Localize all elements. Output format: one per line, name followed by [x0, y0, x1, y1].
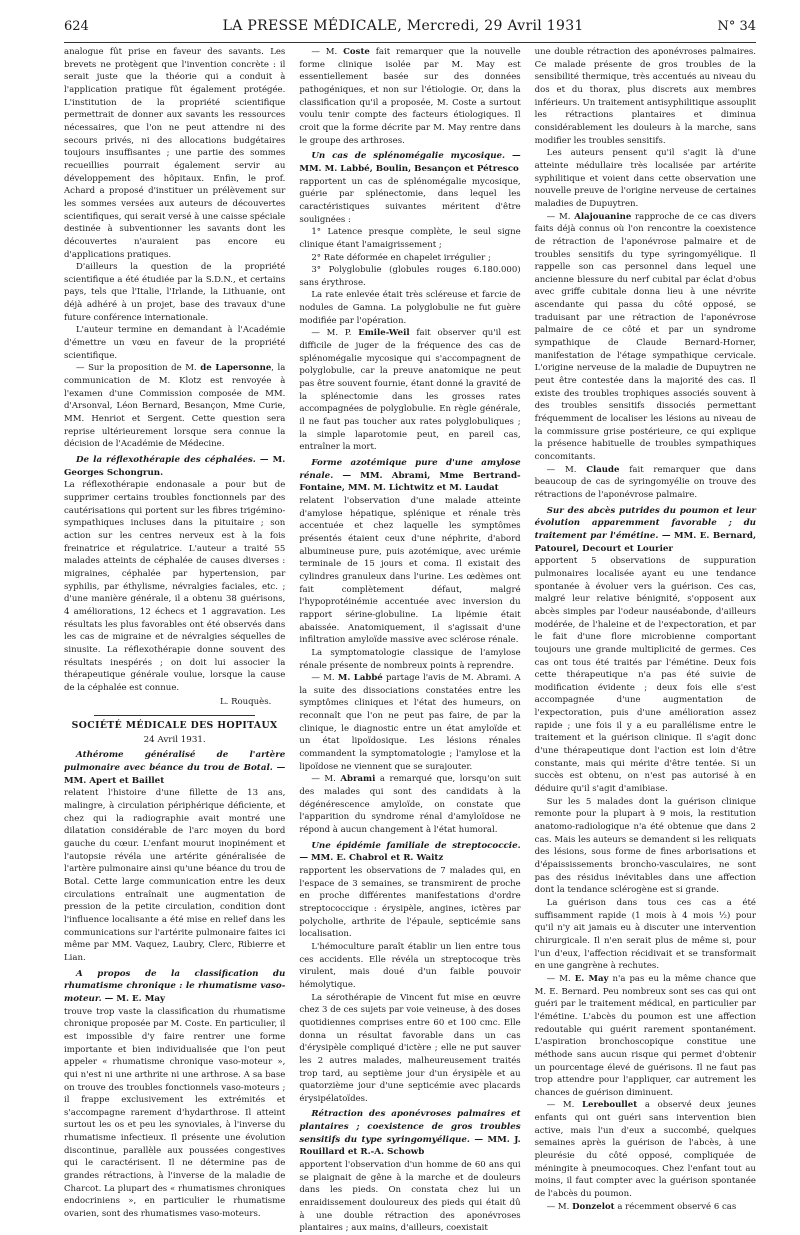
heading-title: Forme azotémique pure d'une amylose rénale. [299, 458, 521, 481]
divider [94, 715, 255, 716]
paragraph: La sérothérapie de Vincent fut mise en œuvre chez 3 de ces sujets par voie veineuse, à des doses quotidiennes comprises entre 60 et 100 cmc. Elle donna un résultat favorable dans un cas d'érysipèle compliqué d'ictère ; elle ne put sauver les 2 autres malades, malheureusement traités trop tard, au septième jour d'un érysipèle et au quatorzième jour d'une septicémie avec placards érysipélatoïdes. [299, 992, 521, 1104]
society-title: SOCIÉTÉ MÉDICALE DES HOPITAUX [71, 720, 278, 732]
section-heading [299, 840, 520, 865]
heading-title: Athérome généralisé de l'artère pulmonaire avec béance du trou de Botal. [64, 750, 286, 774]
paragraph: Sur les 5 malades dont la guérison clinique remonte pour la plupart à 9 mois, la restitution anatomo-radiologique n'a été obtenue que dans 2 cas. Mais les auteurs se demandent si les reliquats des lésions, sous forme de fines arborisations et d'épaississements broncho-vasculaires, ne sont pas des résidus inévitables dans une affection dont la tendance sclérogène est si grande. [534, 796, 756, 896]
section-heading [64, 749, 285, 787]
signature: L. Rouquès. [219, 697, 272, 708]
list-item: 2° Rate déformée en chapelet irrégulier ; [311, 252, 491, 263]
paragraph: La symptomatologie classique de l'amylose rénale présente de nombreux points à reprendre. [299, 647, 521, 671]
section-heading [299, 1108, 520, 1159]
section-heading [64, 968, 285, 1006]
article-columns [64, 46, 756, 1234]
paragraph: apportent l'observation d'un homme de 60 ans qui se plaignait de gêne à la marche et de douleurs dans les pieds. On constata chez lui un enraidissement douloureux des pieds qui était dû à une double rétraction des aponévroses plantaires ; aux mains, d'ailleurs, coexistait [299, 1160, 521, 1234]
paragraph: une double rétraction des aponévroses palmaires. Ce malade présente de gros troubles de la sensibilité thermique, très accentués au niveau du dos et du thorax, plus discrets aux membres inférieurs. Un traitement antisyphilitique assouplit les rétractions plantaires et diminua considérablement les douleurs à la marche, sans modifier les troubles sensitifs. [534, 47, 756, 146]
paragraph [535, 1099, 756, 1200]
heading-title: Rétraction des aponévroses palmaires et plantaires ; coexistence de gros troubles sensitifs du type syringomyélique. [299, 1109, 521, 1145]
text-run: partage l'avis de M. Abrami. A la suite des dissociations constatées entre les symptômes cliniques et l'état des humeurs, on reconnaît que l'on ne peut pas faire, de par la clinique, le diagnostic entre un état amyloïde et un état lipoïdosique. Les lésions rénales commandent la symptomatologie ; l'amylose et la lipoïdose ne viennent que se surajouter. [299, 673, 521, 772]
speaker-name: E. May [574, 973, 609, 984]
speaker-name: Alajouanine [574, 211, 632, 222]
paragraph [535, 211, 756, 464]
paragraph: relatent l'observation d'une malade atteinte d'amylose hépatique, splénique et rénale très accentuée et chez laquelle les symptômes présentés étaient ceux d'une néphrite, d'abord albumineuse pure, puis azotémique, avec urémie terminale de 15 jours et coma. Il existait des cylindres granuleux dans l'urine. Les œdèmes ont fait complètement défaut, malgré l'hypoprotéinémie accentuée avec inversion du rapport sérine-globuline. La lipémie était abaissée. Anatomiquement, il s'agissait d'une infiltration amyloïde massive avec sclérose rénale. [299, 495, 521, 646]
text-run: n'a pas eu la même chance que M. E. Bernard. Peu nombreux sont ses cas qui ont guéri par le traitement médical, en particulier par l'émétine. L'abcès du poumon est une affection redoutable qui guérit rarement spontanément. L'aspiration bronchoscopique constitue une méthode sans aucun risque qui permet d'obtenir un pourcentage élevé de guérisons. Il ne faut pas trop attendre pour l'appliquer, car autrement les chances de guérison diminuent. [534, 973, 756, 1098]
heading-authors: — MM. E. Bernard, Patourel, Decourt et Lourier [534, 530, 756, 554]
text-run: — M. [546, 1201, 573, 1212]
speaker-name: Lereboullet [582, 1100, 638, 1111]
paragraph: rapportent un cas de splénomégalie mycosique, guérie par splénectomie, dans lequel les caractéristiques suivantes méritent d'être soulignées : [299, 176, 521, 225]
text-run: a remarqué que, lorsqu'on suit des malades qui sont des candidats à la dégénérescence amyloïde, on constate que l'apparition du syndrome rénal d'amyloïdose ne répond à aucun changement à l'état humoral. [299, 774, 521, 836]
text-run: — M. [546, 1100, 583, 1111]
paragraph [64, 362, 285, 451]
paragraph: L'hémoculture paraît établir un lien entre tous ces accidents. Elle révéla un streptocoque très virulent, mais doué d'un faible pouvoir hémolytique. [299, 941, 521, 990]
society-date: 24 Avril 1931. [143, 734, 206, 745]
column-3 [534, 46, 756, 1212]
heading-authors: — MM. E. Chabrol et R. Waitz [299, 853, 444, 864]
text-run: , la communication de M. Klotz est renvoyée à l'examen d'une Commission composée de MM. d'Arsonval, Léon Bernard, Besançon, Mme Curie, MM. Henriot et Sergent. Cette question sera reprise ultérieurement lorsque sera connue la décision de l'Académie de Médecine. [64, 363, 286, 450]
text-run: — M. [311, 774, 341, 785]
text-run: — M. P. [311, 328, 359, 339]
text-run: a récemment observé 6 cas [614, 1201, 737, 1212]
section-heading [64, 454, 285, 479]
heading-authors: — MM. Abrami, Mme Bertrand-Fontaine, MM. M. Lichtwitz et M. Laudat [299, 470, 521, 494]
text-run: fait remarquer que la nouvelle forme clinique isolée par M. May est essentiellement basée sur des données pathogéniques, et non sur l'étiologie. Or, dans la classification qu'il a proposée, M. Coste a surtout voulu tenir compte des facteurs étiologiques. Il croit que la forme décrite par M. May rentre dans le groupe des arthroses. [299, 47, 521, 146]
paragraph: rapportent les observations de 7 malades qui, en l'espace de 3 semaines, se transmirent de proche en proche différentes manifestations d'ordre streptococcique : érysipèle, angines, ictères par polycholie, arthrite de l'épaule, septicémie sans localisation. [299, 866, 521, 940]
text-run: — M. [546, 464, 587, 475]
paragraph [299, 46, 520, 147]
paragraph: relatent l'histoire d'une fillette de 13 ans, malingre, à circulation périphérique déficiente, et chez qui la radiographie avait montré une dilatation considérable de l'arc moyen du bord gauche du cœur. L'enfant mourut inopinément et l'autopsie révéla une artérite généralisée de l'artère pulmonaire ainsi qu'une béance du trou de Botal. Cette large communication entre les deux circulations entraînait une augmentation de pression de la petite circulation, condition dont l'influence localisante a été mise en relief dans les communications sur l'artérite pulmonaire faites ici même par MM. Vaquez, Laubry, Clerc, Ribierre et Lian. [64, 788, 286, 963]
paragraph: La réflexothérapie endonasale a pour but de supprimer certains troubles fonctionnels par des cautérisations qui portent sur les fibres trigémino-sympathiques incluses dans la pituitaire ; son action sur les centres nerveux est à la fois freinatrice et régulatrice. L'auteur a traité 55 malades atteints de céphalée de causes diverses : migraines, céphalée par hypertension, par syphilis, par éthylisme, névralgies faciales, etc. ; d'une manière générale, il a obtenu 38 guérisons, 4 améliorations, 12 échecs et 1 aggravation. Les résultats les plus favorables ont été observés dans les cas de migraine et de névralgies séquelles de sinusite. La réflexothérapie donne souvent des résultats inespérés ; on doit lui associer la thérapeutique générale voulue, lorsque la cause de la céphalée est connue. [64, 480, 286, 693]
text-run: fait observer qu'il est difficile de juger de la fréquence des cas de splénomégalie mycosique qui s'accompagnent de polyglobulie, car la preuve anatomique ne peut pas être souvent fournie, étant donné la gravité de la splénectomie dans les grosses rates accompagnées de polyglobulie. En règle générale, il ne faut pas toucher aux rates polyglobuliques ; la simple laparotomie peut, en pareil cas, entraîner la mort. [299, 328, 521, 453]
heading-title: Un cas de splénomégalie mycosique. [311, 151, 506, 162]
column-1 [64, 46, 286, 1220]
section-heading [299, 150, 520, 175]
heading-authors: — MM. J. Rouillard et R.-A. Schowb [299, 1134, 521, 1158]
section-heading [535, 505, 756, 556]
journal-title: LA PRESSE MÉDICALE, Mercredi, 29 Avril 1931 [222, 18, 584, 34]
heading-title: Une épidémie familiale de streptococcie. [311, 840, 521, 851]
paragraph [535, 973, 756, 1100]
text-run: a observé deux jeunes enfants qui ont guéri sans intervention bien active, mais l'un d'eux a succombé, quelques semaines après la guérison de l'abcès, à une pleurésie du côté opposé, compliquée de méningite à pneumocoques. Chez l'enfant tout au moins, il faut compter avec la guérison spontanée de l'abcès du poumon. [534, 1100, 756, 1200]
column-2 [299, 46, 521, 1234]
heading-title: Sur des abcès putrides du poumon et leur évolution apparemment favorable ; du traitement par l'émétine. [534, 505, 756, 541]
heading-authors: — MM. M. Labbé, Boulin, Besançon et Pétresco [299, 151, 521, 174]
paragraph: analogue fût prise en faveur des savants. Les brevets ne protègent que l'invention concrète : il serait juste que la théorie qui a conduit à l'application pratique fût également protégée. L'institution de la propriété scientifique permettrait de donner aux savants les ressources nécessaires, que l'on ne peut attendre ni des secours privés, ni des allocations budgétaires toujours insuffisantes ; une partie des sommes recueillies pourrait également servir au développement des hôpitaux. Enfin, le prof. Achard a proposé d'instituer un prélèvement sur les sommes versées aux auteurs de découvertes scientifiques, qui serait versé à une caisse spéciale destinée à subventionner les savants dont les découvertes n'auraient pas encore eu d'applications pratiques. [64, 47, 286, 260]
paragraph [299, 327, 520, 454]
speaker-name: Emile-Weil [358, 328, 410, 339]
text-run: rapproche de ce cas divers faits déjà connus où l'on rencontre la coexistence de rétraction de l'aponévrose palmaire et de troubles sensitifs du type syringomyélique. Il rappelle son cas personnel dans lequel une ancienne blessure du nerf cubital par éclat d'obus avec griffe cubitale donna lieu à une névrite ascendante qui passa du côté opposé, se traduisant par une rétraction de l'aponévrose palmaire de ce côté et par un syndrome sympathique de Claude Bernard-Horner, manifestation de l'étage sympathique cervicale. L'origine nerveuse de la maladie de Dupuytren ne peut être contestée dans la majorité des cas. Il existe des troubles trophiques associés souvent à des troubles sensitifs dissociés permettant fréquemment de localiser les lésions au niveau de la commissure grise postérieure, ce qui explique la présence habituelle de troubles sympathiques concomitants. [534, 211, 756, 462]
speaker-name: M. Labbé [337, 673, 383, 684]
paragraph [535, 1201, 756, 1214]
speaker-name: Donzelot [572, 1201, 615, 1212]
heading-authors: — MM. Apert et Baillet [64, 763, 286, 786]
heading-authors: — M. E. May [101, 993, 166, 1004]
heading-title: A propos de la classification du rhumatisme chronique : le rhumatisme vaso-moteur. [64, 968, 286, 1004]
paragraph: trouve trop vaste la classification du rhumatisme chronique proposée par M. Coste. En particulier, il est impossible d'y faire rentrer une forme importante et bien individualisée que l'on peut appeler « rhumatisme chronique vaso-moteur », qui n'est ni une arthrite ni une arthrose. A sa base on trouve des troubles fonctionnels vaso-moteurs ; il frappe exclusivement les extrémités et s'accompagne rarement d'hydarthrose. Il atteint surtout les os et peu les synoviales, à l'inverse du rhumatisme infectieux. Il présente une évolution discontinue, parallèle aux poussées congestives qui le caractérisent. Il ne détermine pas de grandes rétractions, à l'inverse de la maladie de Charcot. La plupart des « rhumatismes chroniques endocriniens », en particulier le rhumatisme ovarien, sont des rhumatismes vaso-moteurs. [64, 1006, 286, 1220]
paragraph: La rate enlevée était très scléreuse et farcie de nodules de Gamna. La polyglobulie ne fut guère modifiée par l'opération. [299, 290, 521, 326]
paragraph: La guérison dans tous ces cas a été suffisamment rapide (1 mois à 4 mois ½) pour qu'il n'y ait jamais eu à discuter une intervention chirurgicale. Il n'en serait plus de même si, pour l'un d'eux, l'affection récidivait et se transformait en une gangrène à rechutes. [534, 897, 756, 972]
speaker-name: Claude [586, 464, 620, 475]
speaker-name: Coste [343, 47, 370, 57]
speaker-name: Abrami [340, 774, 376, 785]
text-run: — M. [311, 47, 344, 57]
paragraph: apportent 5 observations de suppuration pulmonaires localisée ayant eu une tendance spontanée à évoluer vers la guérison. Ces cas, malgré leur relative bénignité, s'opposent aux abcès simples par l'odeur nauséabonde, d'ailleurs modérée, de l'haleine et de l'expectoration, et par le fait d'une flore microbienne comportant toujours une grande multiplicité de germes. Ces cas ont tous été traités par l'émétine. Deux fois cette thérapeutique n'a pas été suivie de modification évidente ; deux fois elle s'est accompagnée d'une augmentation de l'expectoration, puis d'une amélioration assez rapide ; une fois il y a eu parallélisme entre le traitement et la guérison clinique. Il s'agit donc d'une thérapeutique dont l'action est loin d'être constante, mais qui mérite d'être tentée. Si un succès est obtenu, on n'est pas autorisé à en déduire qu'il s'agit d'amibiase. [534, 556, 756, 795]
paragraph: Les auteurs pensent qu'il s'agit là d'une atteinte médullaire très localisée par artérite syphilitique et voient dans cette observation une nouvelle preuve de l'origine nerveuse de certaines maladies de Dupuytren. [534, 148, 756, 209]
list-item: 1° Latence presque complète, le seul signe clinique étant l'amaigrissement ; [299, 227, 521, 250]
page-number: 624 [64, 19, 89, 34]
section-heading [299, 457, 520, 495]
paragraph: D'ailleurs la question de la propriété scientifique a été étudiée par la S.D.N., et certains pays, tels que l'Italie, l'Irlande, la Lithuanie, ont déjà adhéré à un projet, base des travaux d'une future conférence internationale. [64, 262, 286, 323]
text-run: fait remarquer que dans beaucoup de cas de syringomyélie on trouve des rétractions de l'aponévrose palmaire. [534, 464, 756, 500]
list-item: 3° Polyglobulie (globules rouges 6.180.000) sans érythrose. [299, 265, 521, 288]
paragraph [299, 773, 520, 836]
heading-authors: — M. Georges Schongrun. [64, 455, 286, 478]
text-run: — M. [311, 673, 338, 684]
speaker-name: de Lapersonne [200, 363, 272, 374]
paragraph [299, 672, 520, 773]
heading-title: De la réflexothérapie des céphalées. [76, 455, 256, 465]
paragraph: L'auteur termine en demandant à l'Académie d'émettre un vœu en faveur de la propriété scientifique. [64, 325, 286, 361]
text-run: — M. [546, 211, 575, 222]
issue-number: N° 34 [717, 19, 756, 34]
text-run: — M. [546, 973, 575, 984]
paragraph [535, 464, 756, 502]
text-run: — Sur la proposition de M. [76, 363, 201, 374]
page-header [64, 18, 756, 43]
